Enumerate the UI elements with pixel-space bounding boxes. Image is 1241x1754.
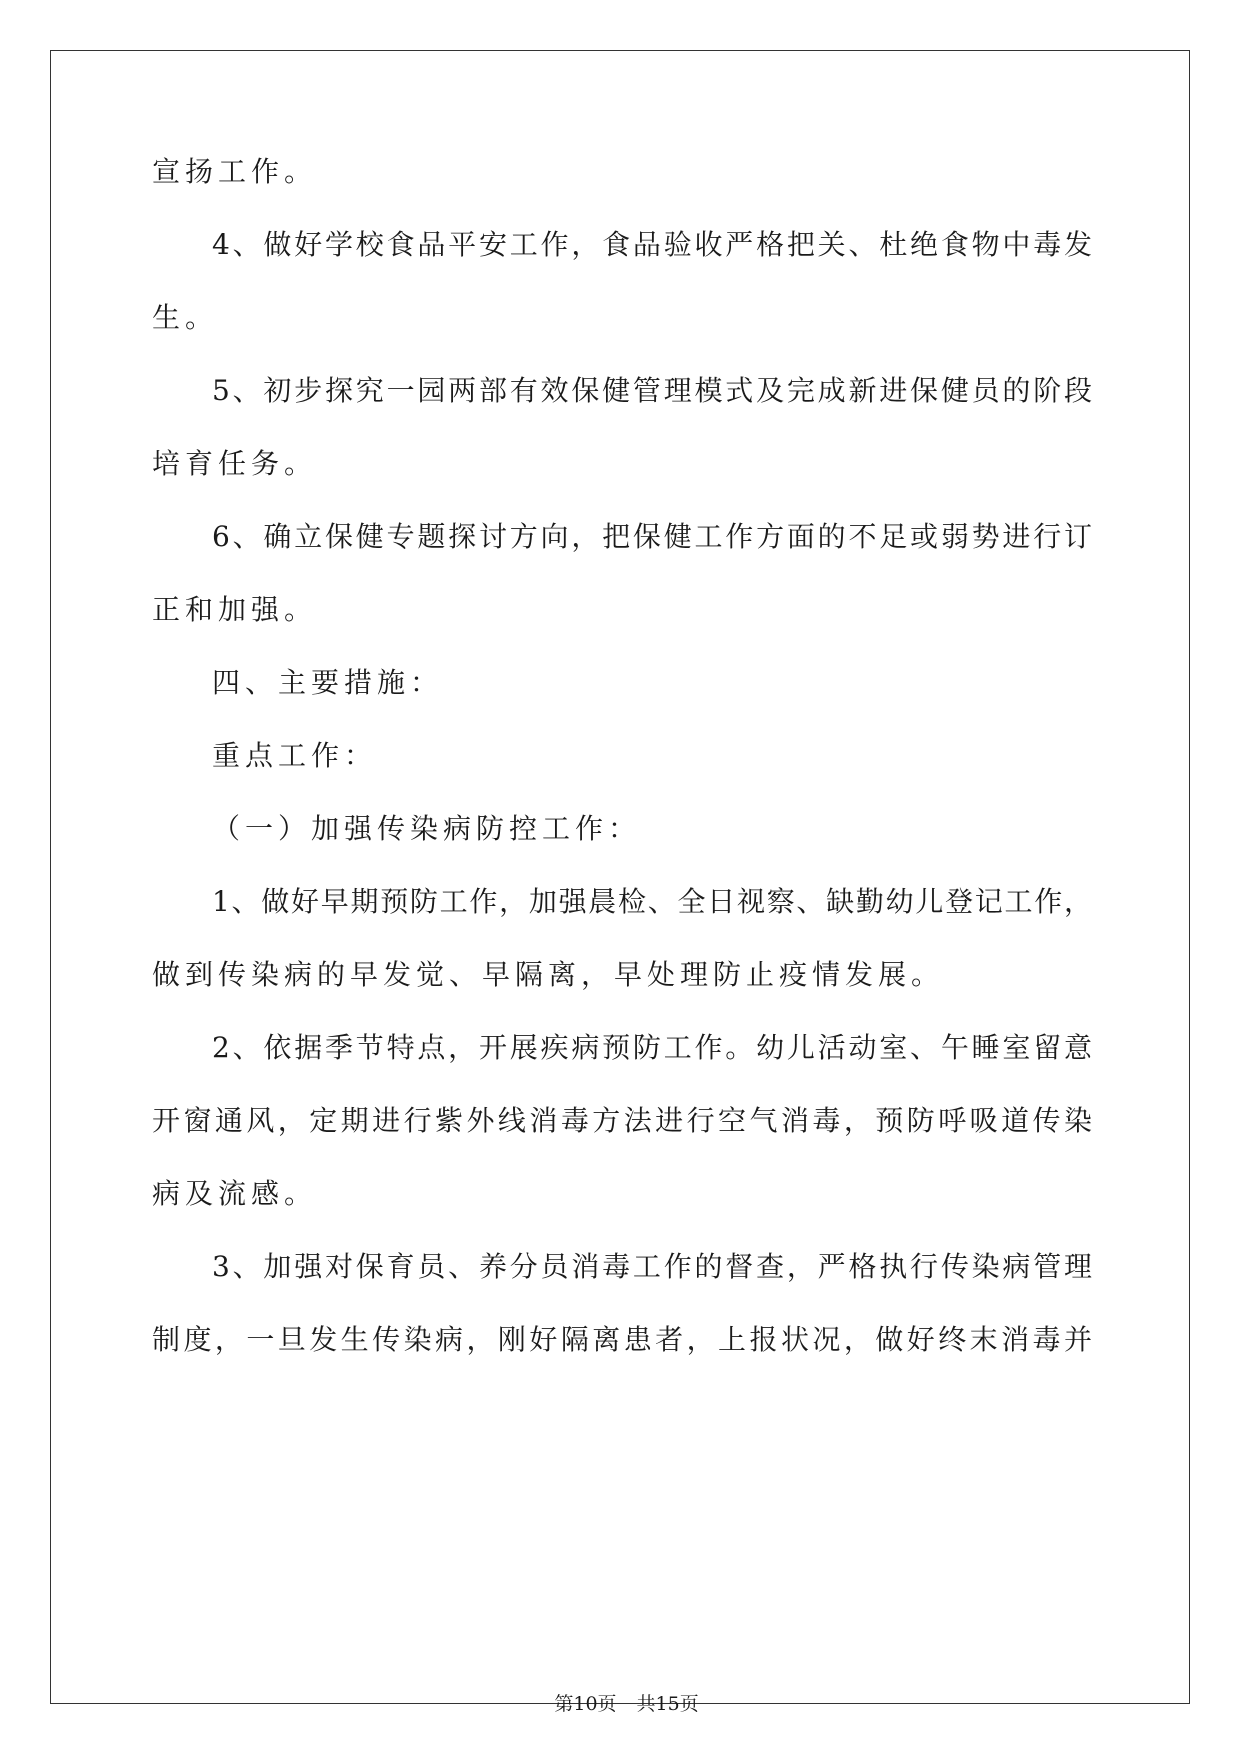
page-border [50,50,1190,1704]
text-line-14: 开窗通风，定期进行紫外线消毒方法进行空气消毒，预防呼吸道传染 [152,1104,1092,1137]
text-line-16: 3、加强对保育员、养分员消毒工作的督查，严格执行传染病管理 [212,1250,1092,1283]
page-number: 第10页 [554,1693,617,1715]
text-line-1: 宣扬工作。 [152,155,318,188]
text-line-3: 生。 [152,301,219,334]
text-line-12: 做到传染病的早发觉、早隔离，早处理防止疫情发展。 [152,958,945,991]
page-footer [0,1668,1241,1716]
text-line-17: 制度，一旦发生传染病，刚好隔离患者，上报状况，做好终末消毒并 [152,1323,1092,1356]
section-heading: 四、主要措施： [212,666,444,699]
text-line-4: 5、初步探究一园两部有效保健管理模式及完成新进保健员的阶段 [212,374,1092,407]
text-line-15: 病及流感。 [152,1177,318,1210]
text-line-5: 培育任务。 [152,447,318,480]
text-line-7: 正和加强。 [152,593,318,626]
subheading: 重点工作： [212,739,378,772]
text-line-6: 6、确立保健专题探讨方向，把保健工作方面的不足或弱势进行订 [212,520,1092,553]
subsection-title: （一）加强传染病防控工作： [212,812,642,845]
text-line-13: 2、依据季节特点，开展疾病预防工作。幼儿活动室、午睡室留意 [212,1031,1092,1064]
text-line-2: 4、做好学校食品平安工作，食品验收严格把关、杜绝食物中毒发 [212,228,1092,261]
page-total: 共15页 [636,1693,699,1715]
text-line-11: 1、做好早期预防工作，加强晨检、全日视察、缺勤幼儿登记工作， [212,885,1092,918]
